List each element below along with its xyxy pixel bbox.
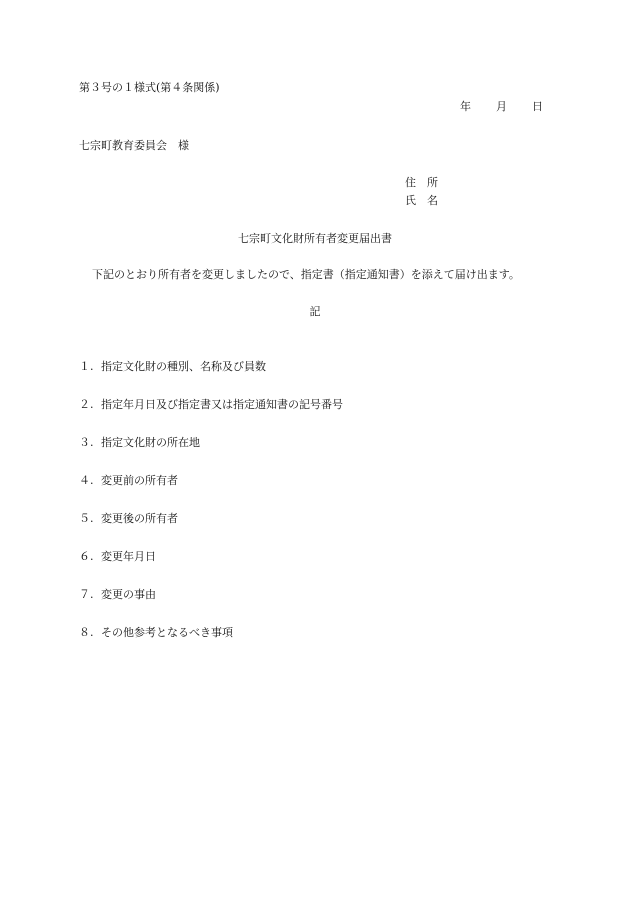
item-number: ８. (79, 626, 94, 639)
form-number: 第３号の１様式(第４条関係) (79, 81, 220, 94)
item-number: ５. (79, 512, 94, 525)
list-item (79, 436, 343, 474)
body-text: 下記のとおり所有者を変更しましたので、指定書（指定通知書）を添えて届け出ます。 (92, 268, 520, 281)
date-month-label: 月 (496, 100, 507, 113)
recipient: 七宗町教育委員会 様 (79, 139, 189, 152)
date-line (460, 100, 560, 114)
list-item (79, 360, 343, 398)
item-text: その他参考となるべき事項 (101, 626, 233, 639)
item-text: 指定文化財の所在地 (101, 436, 200, 449)
list-item (79, 588, 343, 626)
item-text: 変更の事由 (101, 588, 156, 601)
item-text: 変更後の所有者 (101, 512, 178, 525)
item-number: １. (79, 360, 94, 373)
address-label: 住 所 (405, 176, 438, 189)
item-number: ２. (79, 398, 94, 411)
item-text: 指定文化財の種別、名称及び員数 (101, 360, 266, 373)
item-text: 変更年月日 (101, 550, 156, 563)
list-item (79, 398, 343, 436)
document-title: 七宗町文化財所有者変更届出書 (238, 232, 392, 245)
list-item (79, 550, 343, 588)
item-text: 指定年月日及び指定書又は指定通知書の記号番号 (101, 398, 343, 411)
list-item (79, 512, 343, 550)
date-day-label: 日 (532, 100, 543, 113)
item-number: ３. (79, 436, 94, 449)
item-number: ６. (79, 550, 94, 563)
ki-heading: 記 (309, 305, 321, 318)
item-text: 変更前の所有者 (101, 474, 178, 487)
item-list (79, 360, 343, 664)
date-year-label: 年 (460, 100, 471, 113)
list-item (79, 474, 343, 512)
item-number: ４. (79, 474, 94, 487)
item-number: ７. (79, 588, 94, 601)
name-label: 氏 名 (405, 194, 438, 207)
list-item (79, 626, 343, 664)
